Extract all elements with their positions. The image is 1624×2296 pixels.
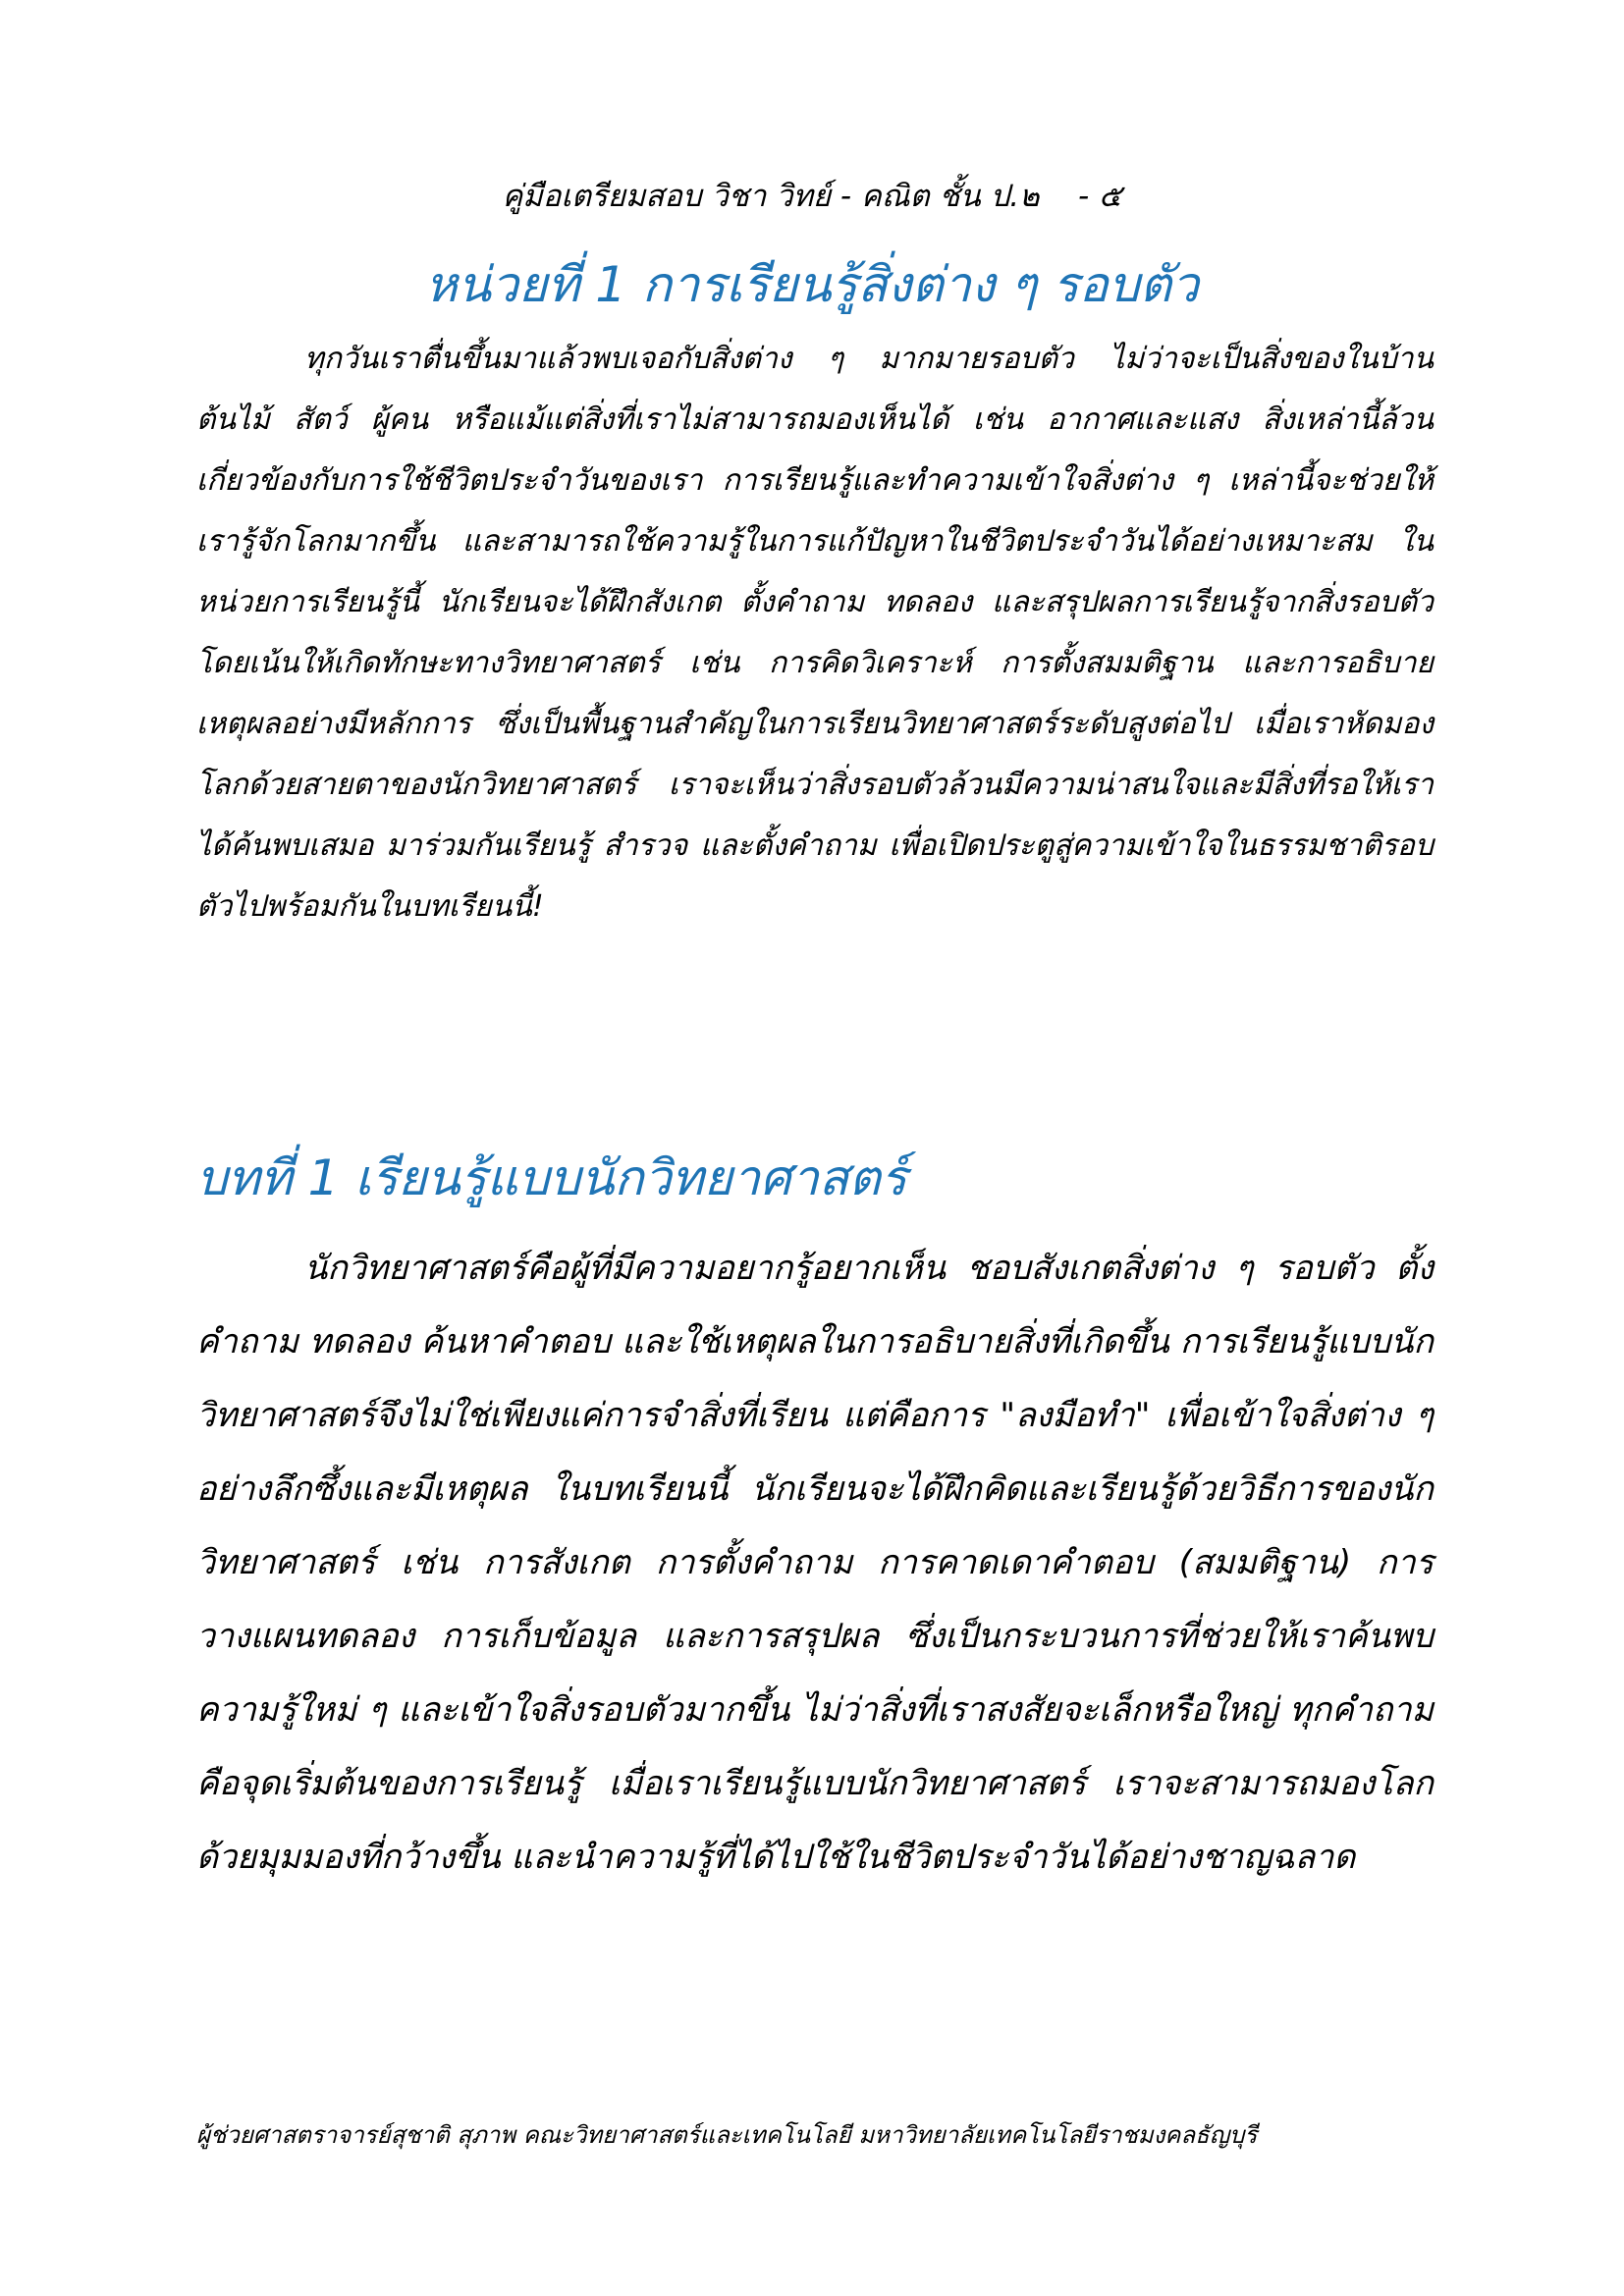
running-header: [0, 177, 1624, 216]
chapter-title: บทที่ 1 เรียนรู้แบบนักวิทยาศาสตร์: [196, 1149, 907, 1206]
running-title: คู่มือเตรียมสอบ วิชา วิทย์ - คณิต ชั้น ป.๒: [502, 179, 1040, 214]
chapter-body-paragraph: นักวิทยาศาสตร์คือผู้ที่มีความอยากรู้อยากเห็น ชอบสังเกตสิ่งต่าง ๆ รอบตัว ตั้งคำถาม ทดลอง ค้นหาคำตอบ และใช้เหตุผลในการอธิบายสิ่งที่เกิดขึ้น การเรียนรู้แบบนักวิทยาศาสตร์จึงไม่ใช่เพียงแค่การจำสิ่งที่เรียน แต่คือการ "ลงมือทำ" เพื่อเข้าใจสิ่งต่าง ๆ อย่างลึกซึ้งและมีเหตุผล ในบทเรียนนี้ นักเรียนจะได้ฝึกคิดและเรียนรู้ด้วยวิธีการของนักวิทยาศาสตร์ เช่น การสังเกต การตั้งคำถาม การคาดเดาคำตอบ (สมมติฐาน) การวางแผนทดลอง การเก็บข้อมูล และการสรุปผล ซึ่งเป็นกระบวนการที่ช่วยให้เราค้นพบความรู้ใหม่ ๆ และเข้าใจสิ่งรอบตัวมากขึ้น ไม่ว่าสิ่งที่เราสงสัยจะเล็กหรือใหญ่ ทุกคำถามคือจุดเริ่มต้นของการเรียนรู้ เมื่อเราเรียนรู้แบบนักวิทยาศาสตร์ เราจะสามารถมองโลกด้วยมุมมองที่กว้างขึ้น และนำความรู้ที่ได้ไปใช้ในชีวิตประจำวันได้อย่างชาญฉลาด: [196, 1249, 1434, 1877]
unit-intro-paragraph: ทุกวันเราตื่นขึ้นมาแล้วพบเจอกับสิ่งต่าง ๆ มากมายรอบตัว ไม่ว่าจะเป็นสิ่งของในบ้าน ต้นไม้ สัตว์ ผู้คน หรือแม้แต่สิ่งที่เราไม่สามารถมองเห็นได้ เช่น อากาศและแสง สิ่งเหล่านี้ล้วนเกี่ยวข้องกับการใช้ชีวิตประจำวันของเรา การเรียนรู้และทำความเข้าใจสิ่งต่าง ๆ เหล่านี้จะช่วยให้เรารู้จักโลกมากขึ้น และสามารถใช้ความรู้ในการแก้ปัญหาในชีวิตประจำวันได้อย่างเหมาะสม ในหน่วยการเรียนรู้นี้ นักเรียนจะได้ฝึกสังเกต ตั้งคำถาม ทดลอง และสรุปผลการเรียนรู้จากสิ่งรอบตัว โดยเน้นให้เกิดทักษะทางวิทยาศาสตร์ เช่น การคิดวิเคราะห์ การตั้งสมมติฐาน และการอธิบายเหตุผลอย่างมีหลักการ ซึ่งเป็นพื้นฐานสำคัญในการเรียนวิทยาศาสตร์ระดับสูงต่อไป เมื่อเราหัดมองโลกด้วยสายตาของนักวิทยาศาสตร์ เราจะเห็นว่าสิ่งรอบตัวล้วนมีความน่าสนใจและมีสิ่งที่รอให้เราได้ค้นพบเสมอ มาร่วมกันเรียนรู้ สำรวจ และตั้งคำถาม เพื่อเปิดประตูสู่ความเข้าใจในธรรมชาติรอบตัวไปพร้อมกันในบทเรียนนี้!: [196, 342, 1434, 924]
page-footer: ผู้ช่วยศาสตราจารย์สุชาติ สุภาพ คณะวิทยาศาสตร์และเทคโนโลยี มหาวิทยาลัยเทคโนโลยีราชมงคลธัญบุรี: [196, 2121, 1258, 2149]
page-number: - ๕: [1077, 179, 1122, 214]
unit-title: หน่วยที่ 1 การเรียนรู้สิ่งต่าง ๆ รอบตัว: [424, 256, 1200, 313]
